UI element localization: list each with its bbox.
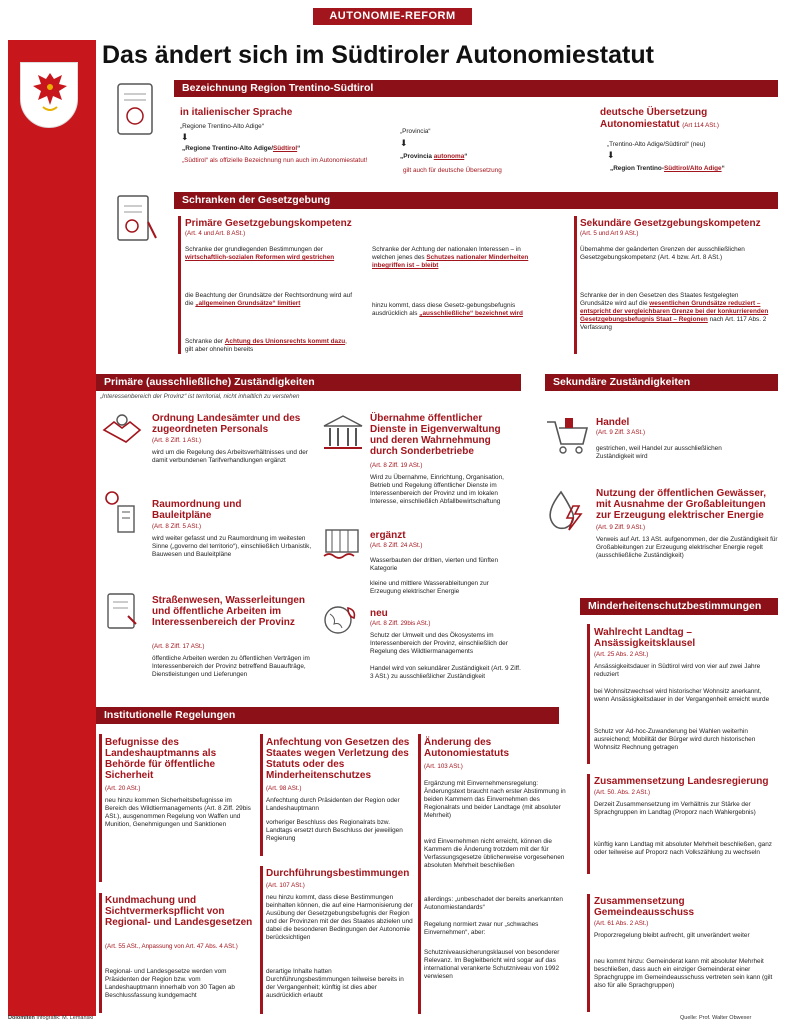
min-b-ref: (Art. 50. Abs. 2 ASt.): [594, 789, 651, 796]
section-header-bezeichnung: Bezeichnung Region Trentino-Südtirol: [174, 80, 778, 97]
primary-m1: Schranke der Achtung der nationalen Interessen – in welchen jenes des Schutzes nationaler Minderheiten inbegriffen ist – bleibt: [372, 246, 529, 270]
accent-bar: [587, 774, 590, 874]
coat-of-arms-icon: [20, 62, 78, 128]
min-a-title: Wahlrecht Landtag – Ansässigkeitsklausel: [594, 627, 696, 649]
sek-b-text: Verweis auf Art. 13 ASt. aufgenommen, der die Zuständigkeit für Großableitungen zur Erzeugung elektrischer Energie regelt (ausschließliche Zuständigkeit): [596, 536, 778, 560]
it-old-name: „Regione Trentino-Alto Adige“: [180, 123, 264, 130]
accent-bar: [99, 893, 102, 1013]
min-c-ref: (Art. 61 Abs. 2 ASt.): [594, 920, 649, 927]
secondary-s2: Schranke der in den Gesetzen des Staates festgelegten Grundsätze wird auf die wesentlichen Grundsätze reduziert – entspricht der vergleichbaren Grenze bei der konkurrierenden Gesetzgebungsbefugnis Staat – Regionen nach Art. 117 Abs. 2 Verfassung: [580, 292, 769, 332]
public-building-icon: [320, 410, 366, 461]
prov-note: gilt auch für deutsche Übersetzung: [403, 167, 502, 174]
it-note: „Südtirol“ als offizielle Bezeichnung nun auch im Autonomiestatut!: [182, 157, 368, 164]
inst-a-title: Befugnisse des Landeshauptmanns als Behörde für öffentliche Sicherheit: [105, 737, 217, 781]
inst-e-t3: allerdings: „unbeschadet der bereits anerkannten Autonomiestandards“: [424, 896, 563, 912]
footer-left: Dolomiten Infografik: M. Lemanski: [8, 1015, 94, 1021]
it-title: in italienischer Sprache: [180, 107, 293, 118]
zust-c-text: öffentliche Arbeiten werden zu öffentlichen Verträgen im Interessenbereich der Provinz betreffend Bauaufträge, Dienstleistungen und Lieferungen: [152, 655, 310, 679]
arrow-down-icon: ⬇: [607, 150, 615, 160]
min-b-title: Zusammensetzung Landesregierung: [594, 776, 769, 787]
inst-b-ref: (Art. 55 ASt., Anpassung von Art. 47 Abs. 4 ASt.): [105, 943, 238, 950]
inst-a-text: neu hinzu kommen Sicherheitsbefugnisse im Bereich des Wildtiermanagements (Art. 8 Ziff. 29bis ASt.), ausgenommen Regelung von Waffen und Munition, Genehmigungen und Sanktionen: [105, 797, 251, 829]
min-c-t2: neu kommt hinzu: Gemeinderat kann mit absoluter Mehrheit beschließen, dass auch ein einziger Gemeinderat einer Sprachgruppe im Gemeindeausschuss vertreten sein kann (gilt also für alle Sprachgruppen): [594, 958, 773, 990]
inst-b-text: Regional- und Landesgesetze werden vom Präsidenten der Region bzw. vom Landeshauptmann innerhalb von 30 Tagen ab Beschlussfassung kundgemacht: [105, 968, 235, 1000]
min-a-t2: bei Wohnsitzwechsel wird historischer Wohnsitz anerkannt, wenn Ansässigkeitsdauer in der Vergangenheit erreicht wurde: [594, 688, 770, 704]
primary-title: Primäre Gesetzgebungskompetenz: [185, 218, 352, 229]
inst-e-ref: (Art. 103 ASt.): [424, 763, 463, 770]
zust-e-text2: kleine und mittlere Wasserableitungen zur Erzeugung elektrischer Energie: [370, 580, 489, 596]
secondary-title: Sekundäre Gesetzgebungskompetenz: [580, 218, 761, 229]
inst-a-ref: (Art. 20 ASt.): [105, 785, 141, 792]
zust-b-text: wird weiter gefasst und zu Raumordnung im weitesten Sinne („governo del territorio“), einschließlich Urbanistik, Bauwesen und Bauleitpläne: [152, 535, 312, 559]
section-header-sekundaere: Sekundäre Zuständigkeiten: [545, 374, 778, 391]
de-old: „Trentino-Alto Adige/Südtirol“ (neu): [607, 141, 706, 148]
min-a-t3: Schutz vor Ad-hoc-Zuwanderung bei Wahlen weiterhin ausreichend; Mobilität der Bürger wird durch historischen Wohnsitz Rechnung getragen: [594, 728, 756, 752]
zust-d-text: Wird zu Übernahme, Einrichtung, Organisation, Betrieb und Regelung öffentlicher Dienste im Interessenbereich der Provinz und im lokalen Interesse, einschließlich Abfallbewirtschaftung: [370, 474, 504, 506]
zust-a-text: wird um die Regelung des Arbeitsverhältnisses und der damit verbundenen Tarifverhandlungen ergänzt: [152, 449, 308, 465]
min-a-t1: Ansässigkeitsdauer in Südtirol wird von vier auf zwei Jahre reduziert: [594, 663, 761, 679]
zust-e-title: ergänzt: [370, 530, 406, 541]
zust-f-title: neu: [370, 608, 388, 619]
inst-c-title: Anfechtung von Gesetzen des Staates wegen Verletzung des Statuts oder des Minderheitenschutzes: [266, 737, 410, 781]
inst-b-title: Kundmachung und Sichtvermerkspflicht von Regional- und Landesgesetzen: [105, 895, 253, 928]
zust-b-title: Raumordnung und Bauleitpläne: [152, 499, 242, 521]
min-a-ref: (Art. 25 Abs. 2 ASt.): [594, 651, 649, 658]
accent-bar: [260, 866, 263, 1014]
inst-e-t5: Schutzniveausicherungsklausel von besonderer Relevanz. Im Begleitbericht wird sogar auf das international verankerte Schutzniveau von 1992 verwiesen: [424, 949, 560, 981]
accent-bar: [418, 734, 421, 1014]
sek-b-ref: (Art. 9 Ziff. 9 ASt.): [596, 524, 646, 531]
footer-right: Quelle: Prof. Walter Obwexer: [680, 1015, 752, 1021]
sek-a-text: gestrichen, weil Handel zur ausschließlichen Zuständigkeit wird: [596, 445, 722, 461]
de-new: „Region Trentino-Südtirol/Alto Adige“: [610, 165, 725, 172]
inst-e-title: Änderung des Autonomiestatuts: [424, 737, 509, 759]
de-title2: Autonomiestatut (Art 114 ASt.): [600, 119, 719, 130]
page-title: Das ändert sich im Südtiroler Autonomiestatut: [102, 41, 654, 69]
secondary-s1: Übernahme der geänderten Grenzen der ausschließlichen Gesetzgebungskompetenz (Art. 4 bzw. Art. 8 ASt.): [580, 246, 745, 262]
sek-b-title: Nutzung der öffentlichen Gewässer, mit Ausnahme der Großableitungen zur Erzeugung elektrischer Energie: [596, 488, 767, 521]
primary-p3: Schranke der Achtung des Unionsrechts kommt dazu, gilt aber ohnehin bereits: [185, 338, 347, 354]
section-header-institutionell: Institutionelle Regelungen: [96, 707, 559, 724]
zust-f-text2: Handel wird von sekundärer Zuständigkeit (Art. 9 Ziff. 3 ASt.) zu ausschließlicher Zuständigkeit: [370, 665, 521, 681]
zust-d-title: Übernahme öffentlicher Dienste in Eigenverwaltung und deren Wahrnehmung durch Sonderbetriebe: [370, 413, 501, 457]
document-seal-icon: [112, 80, 160, 145]
inst-e-t1: Ergänzung mit Einvernehmensregelung: Änderungstext braucht nach erster Abstimmung in beiden Kammern das Einvernehmen des Regionalrats und beider Landtage (mit absoluter Mehrheit): [424, 780, 566, 820]
sek-a-title: Handel: [596, 417, 630, 428]
contract-icon: [100, 590, 144, 639]
zust-a-ref: (Art. 8 Ziff. 1 ASt.): [152, 437, 202, 444]
accent-bar: [587, 894, 590, 1012]
inst-d-title: Durchführungsbestimmungen: [266, 868, 410, 879]
inst-d-t1: neu hinzu kommt, dass diese Bestimmungen beinhalten können, die auf eine Harmonisierung der Ausübung der Gesetzgebungsbefugnis der Region und der Provinzen mit der des Staates abzielen und dabei die besonderen Bedingungen der Autonomie berücksichtigen: [266, 894, 413, 942]
zust-e-text1: Wasserbauten der dritten, vierten und fünften Kategorie: [370, 557, 499, 573]
secondary-ref: (Art. 5 und Art 9 ASt.): [580, 230, 639, 237]
inst-c-ref: (Art. 98 ASt.): [266, 785, 302, 792]
min-c-title: Zusammensetzung Gemeindeausschuss: [594, 896, 695, 918]
inst-c-t2: vorheriger Beschluss des Regionalrats bzw. Landtags ersetzt durch Beschluss der jeweiligen Regierung: [266, 819, 403, 843]
primary-p1: Schranke der grundlegenden Bestimmungen der wirtschaftlich-sozialen Reformen wird gestrichen: [185, 246, 335, 262]
arrow-down-icon: ⬇: [400, 138, 408, 148]
zust-d-ref: (Art. 8 Ziff. 19 ASt.): [370, 462, 423, 469]
handshake-icon: [100, 410, 144, 455]
accent-bar: [574, 216, 577, 354]
dam-icon: [320, 522, 366, 567]
zust-f-ref: (Art. 8 Ziff. 29bis ASt.): [370, 620, 431, 627]
min-b-t2: künftig kann Landtag mit absoluter Mehrheit beschließen, ganz oder teilweise auf Proporz nach Volkszählung zu wechseln: [594, 841, 772, 857]
min-c-t1: Proporzregelung bleibt aufrecht, gilt unverändert weiter: [594, 932, 750, 939]
accent-bar: [587, 624, 590, 764]
de-title: deutsche Übersetzung: [600, 107, 708, 118]
accent-bar: [99, 734, 102, 882]
water-energy-icon: [543, 486, 591, 539]
accent-bar: [260, 734, 263, 856]
accent-bar: [178, 216, 181, 354]
building-pin-icon: [100, 488, 144, 541]
legal-document-icon: [112, 192, 162, 253]
zust-e-ref: (Art. 8 Ziff. 24 ASt.): [370, 542, 423, 549]
inst-e-t2: wird Einvernehmen nicht erreicht, können die Kammern die Änderung trotzdem mit der für Verfassungsgesetze üblicherweise vorgesehenen absoluten Mehrheit beschließen: [424, 838, 565, 870]
primary-ref: (Art. 4 und Art. 8 ASt.): [185, 230, 246, 237]
zust-b-ref: (Art. 8 Ziff. 5 ASt.): [152, 523, 202, 530]
section-header-minderheit: Minderheitenschutzbestimmungen: [580, 598, 778, 615]
inst-c-t1: Anfechtung durch Präsidenten der Region oder Landeshauptmann: [266, 797, 400, 813]
banner: AUTONOMIE-REFORM: [313, 8, 472, 25]
inst-d-t2: derartige Inhalte hatten Durchführungsbestimmungen teilweise bereits in der Vergangenheit; künftig ist dies aber ausdrücklich erlaubt: [266, 968, 404, 1000]
it-new-name: „Regione Trentino-Alto Adige/Südtirol“: [182, 145, 301, 152]
zust-f-text1: Schutz der Umwelt und des Ökosystems im Interessenbereich der Provinz, einschließlich der Regelung des Wildtiermanagements: [370, 632, 508, 656]
inst-d-ref: (Art. 107 ASt.): [266, 882, 305, 889]
arrow-down-icon: ⬇: [181, 132, 189, 142]
section-header-primaere: Primäre (ausschließliche) Zuständigkeiten: [96, 374, 521, 391]
min-b-t1: Derzeit Zusammensetzung im Verhältnis zur Stärke der Sprachgruppen im Landtag (Proporz nach Wahlergebnis): [594, 801, 756, 817]
prov-old: „Provincia“: [400, 128, 431, 135]
inst-e-t4: Regelung normiert zwar nur „schwaches Einvernehmen“, aber:: [424, 921, 539, 937]
shopping-cart-icon: [543, 414, 591, 463]
primary-p2: die Beachtung der Grundsätze der Rechtsordnung wird auf die „allgemeinen Grundsätze“ limitiert: [185, 292, 352, 308]
prov-new: „Provincia autonoma“: [400, 153, 468, 160]
primaere-note: „Interessenbereich der Provinz“ ist territorial, nicht inhaltlich zu verstehen: [100, 393, 300, 400]
zust-c-ref: (Art. 8 Ziff. 17 ASt.): [152, 643, 205, 650]
sek-a-ref: (Art. 9 Ziff. 3 ASt.): [596, 429, 646, 436]
zust-a-title: Ordnung Landesämter und des zugeordneten Personals: [152, 413, 301, 435]
section-header-schranken: Schranken der Gesetzgebung: [174, 192, 778, 209]
globe-leaf-icon: [320, 600, 360, 645]
primary-m2: hinzu kommt, dass diese Gesetz-gebungsbefugnis ausdrücklich als „ausschließliche“ bezeichnet wird: [372, 302, 523, 318]
left-red-stripe: [8, 40, 96, 1016]
zust-c-title: Straßenwesen, Wasserleitungen und öffentliche Arbeiten im Interessenbereich der Provinz: [152, 595, 306, 628]
